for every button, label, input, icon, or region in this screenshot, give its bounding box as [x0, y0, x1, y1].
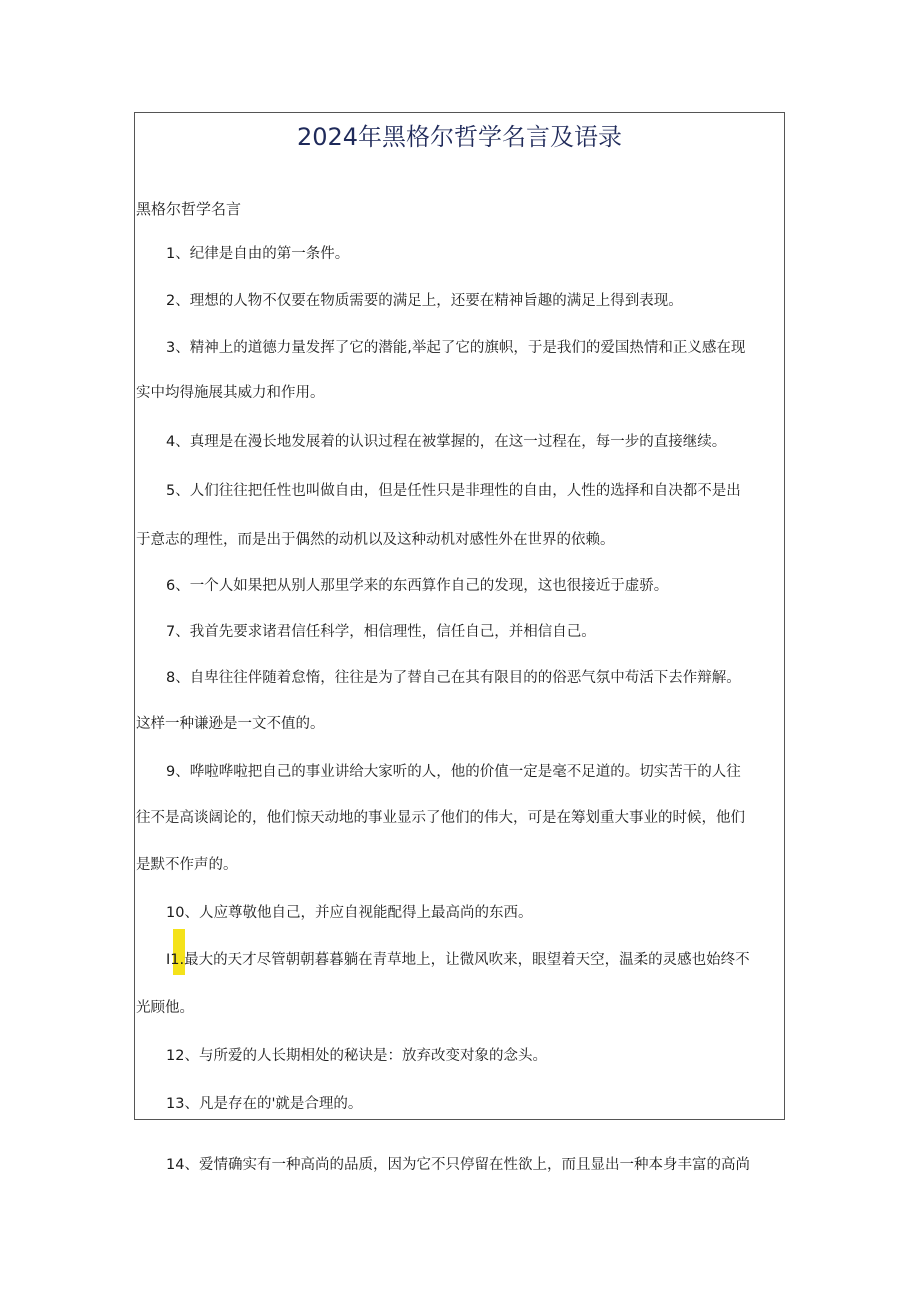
- quote-9-line-2: 往不是高谈阔论的，他们惊天动地的事业显示了他们的伟大，可是在筹划重大事业的时候，他们: [136, 810, 745, 826]
- quote-2: 2、理想的人物不仅要在物质需要的满足上，还要在精神旨趣的满足上得到表现。: [166, 293, 683, 309]
- quote-7: 7、我首先要求诸君信任科学，相信理性，信任自己，并相信自己。: [166, 624, 596, 640]
- quote-11-line-2: 光顾他。: [136, 1000, 194, 1016]
- quote-5-line-2: 于意志的理性，而是出于偶然的动机以及这种动机对感性外在世界的依赖。: [136, 532, 615, 548]
- quote-9-line-3: 是默不作声的。: [136, 857, 238, 873]
- quote-14: 14、爱情确实有一种高尚的品质，因为它不只停留在性欲上，而且显出一种本身丰富的高尚: [166, 1157, 750, 1173]
- quote-5-line-1: 5、人们往往把任性也叫做自由，但是任性只是非理性的自由，人性的选择和自决都不是出: [166, 483, 741, 499]
- quote-8-line-2: 这样一种谦逊是一文不值的。: [136, 716, 325, 732]
- quote-11-text: I1.最大的天才尽管朝朝暮暮躺在青草地上，让微风吹来，眼望着天空，温柔的灵感也始终不: [166, 952, 750, 968]
- quote-11-line-1: [166, 950, 816, 970]
- section-heading: 黑格尔哲学名言: [136, 200, 242, 218]
- quote-3-line-1: 3、精神上的道德力量发挥了它的潜能,举起了它的旗帜，于是我们的爱国热情和正义感在现: [166, 340, 746, 356]
- quote-6: 6、一个人如果把从别人那里学来的东西算作自己的发现，这也很接近于虚骄。: [166, 578, 669, 594]
- quote-12: 12、与所爱的人长期相处的秘诀是：放弃改变对象的念头。: [166, 1048, 547, 1064]
- quote-10: 10、人应尊敬他自己，并应自视能配得上最高尚的东西。: [166, 905, 533, 921]
- quote-3-line-2: 实中均得施展其威力和作用。: [136, 385, 325, 401]
- quote-13: 13、凡是存在的'就是合理的。: [166, 1096, 363, 1112]
- quote-8-line-1: 8、自卑往往伴随着怠惰，往往是为了替自己在其有限目的的俗恶气氛中苟活下去作辩解。: [166, 670, 741, 686]
- quote-9-line-1: 9、哗啦哗啦把自己的事业讲给大家听的人，他的价值一定是毫不足道的。切实苦干的人往: [166, 764, 741, 780]
- document-title: 2024年黑格尔哲学名言及语录: [296, 123, 623, 151]
- quote-1: 1、纪律是自由的第一条件。: [166, 246, 350, 262]
- quote-4: 4、真理是在漫长地发展着的认识过程在被掌握的，在这一过程在，每一步的直接继续。: [166, 434, 727, 450]
